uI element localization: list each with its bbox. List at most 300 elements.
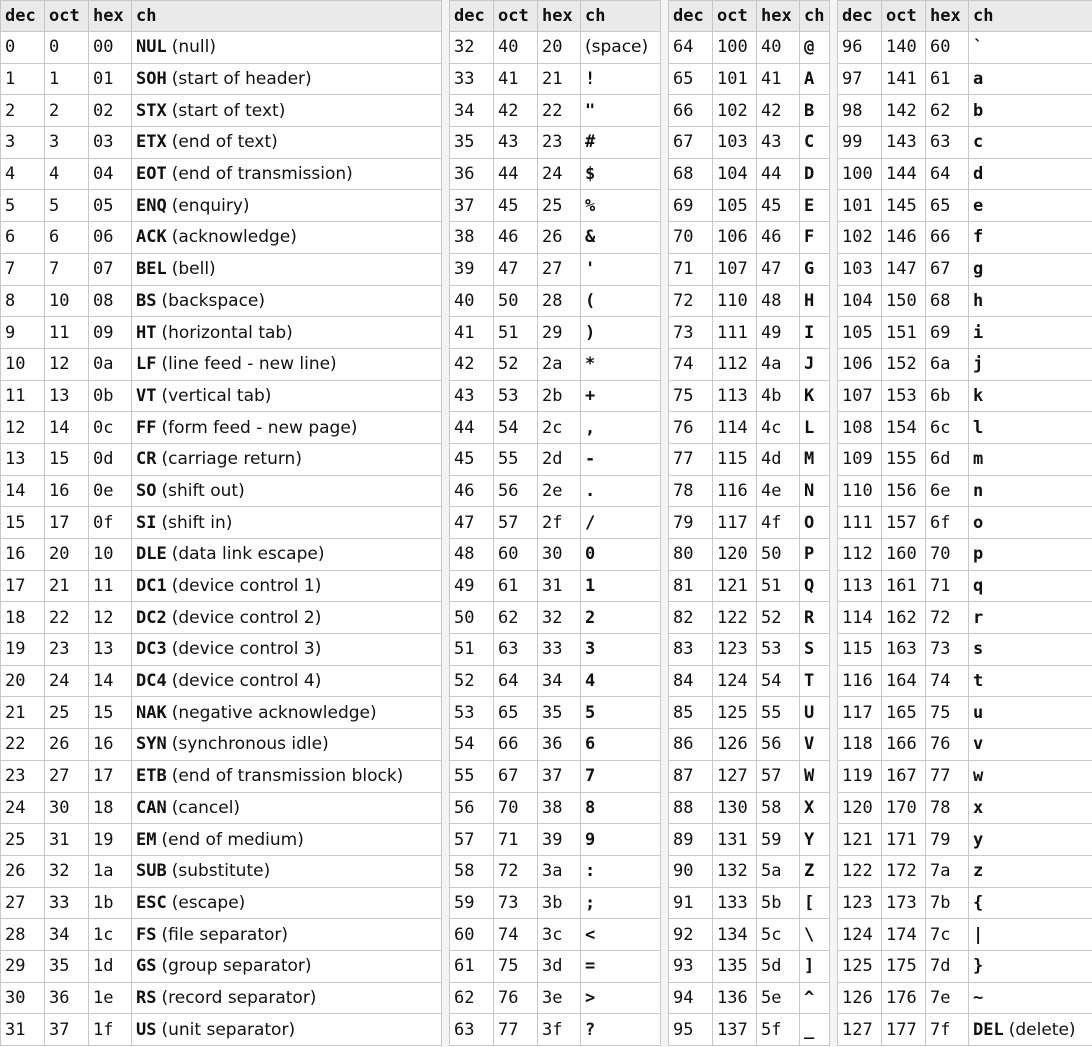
char-symbol: @ xyxy=(804,37,815,58)
table-row xyxy=(669,190,830,222)
oct-cell: 131 xyxy=(713,824,757,856)
char-symbol: \ xyxy=(804,924,815,945)
char-cell xyxy=(800,919,830,951)
oct-cell: 140 xyxy=(882,32,926,64)
dec-cell: 6 xyxy=(1,222,45,254)
dec-cell: 111 xyxy=(838,507,882,539)
hex-cell: 3c xyxy=(538,919,581,951)
hex-cell: 37 xyxy=(538,760,581,792)
oct-cell: 70 xyxy=(494,792,538,824)
hex-cell: 15 xyxy=(89,697,132,729)
table-row xyxy=(838,919,1092,951)
dec-cell: 122 xyxy=(838,855,882,887)
table-row xyxy=(669,982,830,1014)
char-symbol: ? xyxy=(585,1019,596,1040)
char-cell xyxy=(969,570,1092,602)
oct-cell: 147 xyxy=(882,253,926,285)
char-cell xyxy=(581,285,661,317)
oct-cell: 122 xyxy=(713,602,757,634)
char-symbol: STX xyxy=(136,100,167,121)
hex-cell: 0b xyxy=(89,380,132,412)
char-cell xyxy=(132,380,442,412)
table-row xyxy=(450,443,661,475)
header-ch: ch xyxy=(969,1,1092,32)
hex-cell: 57 xyxy=(757,760,800,792)
dec-cell: 61 xyxy=(450,950,494,982)
char-description: (enquiry) xyxy=(171,195,250,216)
table-row xyxy=(838,760,1092,792)
table-row xyxy=(669,887,830,919)
header-oct: oct xyxy=(882,1,926,32)
oct-cell: 132 xyxy=(713,855,757,887)
char-cell xyxy=(969,412,1092,444)
char-symbol: Q xyxy=(804,576,815,597)
table-row xyxy=(1,348,442,380)
char-cell xyxy=(132,158,442,190)
oct-cell: 6 xyxy=(45,222,89,254)
oct-cell: 5 xyxy=(45,190,89,222)
dec-cell: 76 xyxy=(669,412,713,444)
hex-cell: 20 xyxy=(538,32,581,64)
table-row xyxy=(669,32,830,64)
hex-cell: 2c xyxy=(538,412,581,444)
dec-cell: 73 xyxy=(669,317,713,349)
dec-cell: 42 xyxy=(450,348,494,380)
oct-cell: 117 xyxy=(713,507,757,539)
char-symbol: SYN xyxy=(136,734,167,755)
char-cell xyxy=(800,32,830,64)
oct-cell: 167 xyxy=(882,760,926,792)
dec-cell: 78 xyxy=(669,475,713,507)
table-row xyxy=(450,63,661,95)
char-description: (start of text) xyxy=(171,100,286,121)
char-symbol: SI xyxy=(136,512,157,533)
char-symbol: DC3 xyxy=(136,639,167,660)
hex-cell: 50 xyxy=(757,539,800,571)
hex-cell: 2e xyxy=(538,475,581,507)
char-cell xyxy=(969,665,1092,697)
dec-cell: 89 xyxy=(669,824,713,856)
hex-cell: 4f xyxy=(757,507,800,539)
table-row xyxy=(838,1014,1092,1046)
table-row xyxy=(450,95,661,127)
char-symbol: c xyxy=(973,132,984,153)
table-row xyxy=(1,919,442,951)
char-cell xyxy=(132,824,442,856)
oct-cell: 172 xyxy=(882,855,926,887)
table-row xyxy=(450,158,661,190)
char-symbol: K xyxy=(804,385,815,406)
hex-cell: 49 xyxy=(757,317,800,349)
hex-cell: 63 xyxy=(926,127,969,159)
char-symbol: HT xyxy=(136,322,157,343)
oct-cell: 71 xyxy=(494,824,538,856)
dec-cell: 59 xyxy=(450,887,494,919)
hex-cell: 4d xyxy=(757,443,800,475)
hex-cell: 21 xyxy=(538,63,581,95)
char-cell xyxy=(969,634,1092,666)
header-ch: ch xyxy=(800,1,830,32)
oct-cell: 24 xyxy=(45,665,89,697)
hex-cell: 02 xyxy=(89,95,132,127)
char-description: (synchronous idle) xyxy=(171,734,329,755)
hex-cell: 69 xyxy=(926,317,969,349)
table-row xyxy=(450,665,661,697)
oct-cell: 11 xyxy=(45,317,89,349)
char-symbol: FF xyxy=(136,417,157,438)
char-symbol: NAK xyxy=(136,702,167,723)
char-cell xyxy=(581,380,661,412)
oct-cell: 33 xyxy=(45,887,89,919)
oct-cell: 45 xyxy=(494,190,538,222)
char-cell xyxy=(969,697,1092,729)
dec-cell: 93 xyxy=(669,950,713,982)
char-symbol: y xyxy=(973,829,984,850)
char-cell xyxy=(132,127,442,159)
char-cell xyxy=(800,634,830,666)
dec-cell: 107 xyxy=(838,380,882,412)
hex-cell: 76 xyxy=(926,729,969,761)
table-row xyxy=(669,475,830,507)
char-cell xyxy=(969,475,1092,507)
hex-cell: 6b xyxy=(926,380,969,412)
hex-cell: 2b xyxy=(538,380,581,412)
char-cell xyxy=(581,317,661,349)
char-symbol: F xyxy=(804,227,815,248)
hex-cell: 5a xyxy=(757,855,800,887)
oct-cell: 174 xyxy=(882,919,926,951)
oct-cell: 61 xyxy=(494,570,538,602)
table-row xyxy=(450,507,661,539)
oct-cell: 171 xyxy=(882,824,926,856)
char-cell xyxy=(800,443,830,475)
char-cell xyxy=(800,253,830,285)
char-cell xyxy=(581,63,661,95)
oct-cell: 133 xyxy=(713,887,757,919)
table-row xyxy=(1,507,442,539)
oct-cell: 53 xyxy=(494,380,538,412)
char-cell xyxy=(581,1014,661,1046)
oct-cell: 76 xyxy=(494,982,538,1014)
table-row xyxy=(669,253,830,285)
oct-cell: 105 xyxy=(713,190,757,222)
char-cell xyxy=(581,982,661,1014)
dec-cell: 11 xyxy=(1,380,45,412)
char-description: (carriage return) xyxy=(161,449,302,470)
oct-cell: 23 xyxy=(45,634,89,666)
hex-cell: 41 xyxy=(757,63,800,95)
dec-cell: 30 xyxy=(1,982,45,1014)
dec-cell: 50 xyxy=(450,602,494,634)
char-description: (shift in) xyxy=(161,512,233,533)
char-cell xyxy=(132,1014,442,1046)
oct-cell: 44 xyxy=(494,158,538,190)
char-symbol: ^ xyxy=(804,987,815,1008)
hex-cell: 3e xyxy=(538,982,581,1014)
column-gap xyxy=(441,0,449,1047)
oct-cell: 37 xyxy=(45,1014,89,1046)
oct-cell: 54 xyxy=(494,412,538,444)
char-cell xyxy=(581,412,661,444)
oct-cell: 12 xyxy=(45,348,89,380)
char-cell xyxy=(132,950,442,982)
hex-cell: 48 xyxy=(757,285,800,317)
hex-cell: 61 xyxy=(926,63,969,95)
dec-cell: 63 xyxy=(450,1014,494,1046)
char-cell xyxy=(132,729,442,761)
oct-cell: 4 xyxy=(45,158,89,190)
table-row xyxy=(1,317,442,349)
char-symbol: v xyxy=(973,734,984,755)
dec-cell: 26 xyxy=(1,855,45,887)
oct-cell: 72 xyxy=(494,855,538,887)
oct-cell: 66 xyxy=(494,729,538,761)
table-row xyxy=(1,539,442,571)
char-cell xyxy=(800,63,830,95)
table-row xyxy=(450,127,661,159)
table-row xyxy=(1,63,442,95)
char-cell xyxy=(581,570,661,602)
char-symbol: GS xyxy=(136,956,157,977)
char-symbol: & xyxy=(585,227,596,248)
oct-cell: 103 xyxy=(713,127,757,159)
dec-cell: 127 xyxy=(838,1014,882,1046)
table-row xyxy=(450,412,661,444)
dec-cell: 116 xyxy=(838,665,882,697)
char-cell xyxy=(800,380,830,412)
dec-cell: 21 xyxy=(1,697,45,729)
hex-cell: 0e xyxy=(89,475,132,507)
char-description: (end of transmission block) xyxy=(171,766,404,787)
char-symbol: FS xyxy=(136,924,157,945)
oct-cell: 175 xyxy=(882,950,926,982)
dec-cell: 119 xyxy=(838,760,882,792)
char-symbol: | xyxy=(973,924,984,945)
char-symbol: BEL xyxy=(136,259,167,280)
char-symbol: 7 xyxy=(585,766,596,787)
char-cell xyxy=(132,32,442,64)
dec-cell: 35 xyxy=(450,127,494,159)
hex-cell: 79 xyxy=(926,824,969,856)
dec-cell: 87 xyxy=(669,760,713,792)
char-symbol: 8 xyxy=(585,797,596,818)
char-cell xyxy=(800,1014,830,1046)
char-symbol: V xyxy=(804,734,815,755)
char-symbol: DC2 xyxy=(136,607,167,628)
oct-cell: 50 xyxy=(494,285,538,317)
table-row xyxy=(669,539,830,571)
char-symbol: s xyxy=(973,639,984,660)
dec-cell: 103 xyxy=(838,253,882,285)
char-cell xyxy=(132,317,442,349)
oct-cell: 173 xyxy=(882,887,926,919)
char-symbol: 0 xyxy=(585,544,596,565)
oct-cell: 107 xyxy=(713,253,757,285)
dec-cell: 115 xyxy=(838,634,882,666)
char-symbol: NUL xyxy=(136,37,167,58)
dec-cell: 2 xyxy=(1,95,45,127)
char-cell xyxy=(800,950,830,982)
table-row xyxy=(1,412,442,444)
char-symbol: U xyxy=(804,702,815,723)
hex-cell: 4b xyxy=(757,380,800,412)
hex-cell: 30 xyxy=(538,539,581,571)
char-description: (device control 3) xyxy=(171,639,322,660)
char-cell xyxy=(800,95,830,127)
hex-cell: 35 xyxy=(538,697,581,729)
header-hex: hex xyxy=(757,1,800,32)
table-row xyxy=(450,855,661,887)
dec-cell: 121 xyxy=(838,824,882,856)
char-cell xyxy=(581,158,661,190)
char-cell xyxy=(800,190,830,222)
oct-cell: 43 xyxy=(494,127,538,159)
dec-cell: 106 xyxy=(838,348,882,380)
char-symbol: ETB xyxy=(136,766,167,787)
char-cell xyxy=(969,32,1092,64)
char-symbol: DLE xyxy=(136,544,167,565)
dec-cell: 95 xyxy=(669,1014,713,1046)
char-description: (end of text) xyxy=(171,132,278,153)
char-symbol: l xyxy=(973,417,984,438)
char-cell xyxy=(132,887,442,919)
table-row xyxy=(669,602,830,634)
table-row xyxy=(450,824,661,856)
oct-cell: 161 xyxy=(882,570,926,602)
char-cell xyxy=(969,95,1092,127)
oct-cell: 120 xyxy=(713,539,757,571)
char-symbol: S xyxy=(804,639,815,660)
dec-cell: 47 xyxy=(450,507,494,539)
char-description: (end of medium) xyxy=(161,829,304,850)
table-row xyxy=(838,253,1092,285)
char-cell xyxy=(969,190,1092,222)
hex-cell: 3f xyxy=(538,1014,581,1046)
char-symbol: p xyxy=(973,544,984,565)
table-row xyxy=(669,1014,830,1046)
hex-cell: 7f xyxy=(926,1014,969,1046)
char-symbol: * xyxy=(585,354,596,375)
table-row xyxy=(838,665,1092,697)
table-row xyxy=(450,634,661,666)
oct-cell: 160 xyxy=(882,539,926,571)
dec-cell: 13 xyxy=(1,443,45,475)
table-row xyxy=(669,824,830,856)
dec-cell: 82 xyxy=(669,602,713,634)
table-row xyxy=(669,507,830,539)
dec-cell: 17 xyxy=(1,570,45,602)
hex-cell: 54 xyxy=(757,665,800,697)
char-cell xyxy=(132,507,442,539)
char-description: (device control 1) xyxy=(171,576,322,597)
hex-cell: 34 xyxy=(538,665,581,697)
char-symbol: ` xyxy=(973,37,984,58)
char-symbol: j xyxy=(973,354,984,375)
char-cell xyxy=(132,253,442,285)
oct-cell: 121 xyxy=(713,570,757,602)
dec-cell: 15 xyxy=(1,507,45,539)
char-cell xyxy=(581,887,661,919)
hex-cell: 2f xyxy=(538,507,581,539)
char-cell xyxy=(132,760,442,792)
hex-cell: 70 xyxy=(926,539,969,571)
hex-cell: 33 xyxy=(538,634,581,666)
table-row xyxy=(1,32,442,64)
hex-cell: 1b xyxy=(89,887,132,919)
oct-cell: 143 xyxy=(882,127,926,159)
dec-cell: 60 xyxy=(450,919,494,951)
dec-cell: 117 xyxy=(838,697,882,729)
hex-cell: 0f xyxy=(89,507,132,539)
oct-cell: 124 xyxy=(713,665,757,697)
table-row xyxy=(838,729,1092,761)
header-row xyxy=(669,1,830,32)
dec-cell: 105 xyxy=(838,317,882,349)
char-symbol: t xyxy=(973,671,984,692)
dec-cell: 97 xyxy=(838,63,882,95)
hex-cell: 47 xyxy=(757,253,800,285)
char-cell xyxy=(969,729,1092,761)
dec-cell: 67 xyxy=(669,127,713,159)
hex-cell: 56 xyxy=(757,729,800,761)
char-cell xyxy=(132,443,442,475)
char-description: (acknowledge) xyxy=(171,227,297,248)
char-symbol: VT xyxy=(136,385,157,406)
char-symbol: e xyxy=(973,195,984,216)
char-symbol: _ xyxy=(804,1019,815,1040)
oct-cell: 55 xyxy=(494,443,538,475)
oct-cell: 7 xyxy=(45,253,89,285)
dec-cell: 74 xyxy=(669,348,713,380)
table-row xyxy=(838,507,1092,539)
char-cell xyxy=(581,507,661,539)
table-row xyxy=(450,697,661,729)
column-gap xyxy=(829,0,837,1047)
char-cell xyxy=(581,443,661,475)
oct-cell: 162 xyxy=(882,602,926,634)
table-row xyxy=(669,665,830,697)
table-row xyxy=(450,190,661,222)
char-description: (line feed - new line) xyxy=(161,354,337,375)
hex-cell: 72 xyxy=(926,602,969,634)
table-row xyxy=(838,190,1092,222)
hex-cell: 42 xyxy=(757,95,800,127)
char-symbol: b xyxy=(973,100,984,121)
dec-cell: 57 xyxy=(450,824,494,856)
table-row xyxy=(838,697,1092,729)
oct-cell: 56 xyxy=(494,475,538,507)
table-row xyxy=(450,348,661,380)
char-description: (end of transmission) xyxy=(171,164,353,185)
hex-cell: 53 xyxy=(757,634,800,666)
dec-cell: 37 xyxy=(450,190,494,222)
header-dec: dec xyxy=(1,1,45,32)
char-cell xyxy=(800,729,830,761)
char-symbol: 4 xyxy=(585,671,596,692)
hex-cell: 5d xyxy=(757,950,800,982)
dec-cell: 24 xyxy=(1,792,45,824)
header-hex: hex xyxy=(538,1,581,32)
char-symbol: Z xyxy=(804,861,815,882)
dec-cell: 62 xyxy=(450,982,494,1014)
oct-cell: 152 xyxy=(882,348,926,380)
oct-cell: 14 xyxy=(45,412,89,444)
dec-cell: 5 xyxy=(1,190,45,222)
table-row xyxy=(1,443,442,475)
char-symbol: D xyxy=(804,164,815,185)
hex-cell: 17 xyxy=(89,760,132,792)
table-row xyxy=(450,602,661,634)
